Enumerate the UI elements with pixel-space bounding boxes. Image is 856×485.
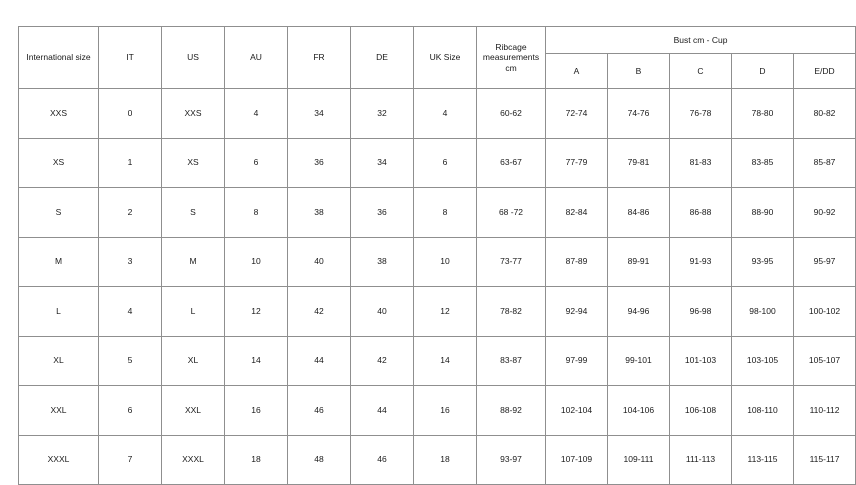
cell-bust-b: 79-81 <box>608 138 670 188</box>
cell-au: 10 <box>225 237 288 287</box>
cell-bust-a: 87-89 <box>546 237 608 287</box>
table-row <box>19 89 856 139</box>
table-row <box>19 287 856 337</box>
cell-uk: 8 <box>414 188 477 238</box>
cell-ribcage: 63-67 <box>477 138 546 188</box>
cell-fr: 46 <box>288 386 351 436</box>
cell-uk: 16 <box>414 386 477 436</box>
cell-de: 36 <box>351 188 414 238</box>
cell-fr: 36 <box>288 138 351 188</box>
cell-bust-b: 74-76 <box>608 89 670 139</box>
table-body <box>19 89 856 485</box>
cell-it: 7 <box>99 435 162 485</box>
cell-us: XXL <box>162 386 225 436</box>
cell-au: 16 <box>225 386 288 436</box>
cell-international-size: S <box>19 188 99 238</box>
cell-it: 4 <box>99 287 162 337</box>
cell-uk: 6 <box>414 138 477 188</box>
cell-bust-edd: 100-102 <box>794 287 856 337</box>
cell-ribcage: 68 -72 <box>477 188 546 238</box>
cell-us: XS <box>162 138 225 188</box>
cell-uk: 12 <box>414 287 477 337</box>
cell-ribcage: 73-77 <box>477 237 546 287</box>
header-international-size: International size <box>19 27 99 89</box>
header-uk-size: UK Size <box>414 27 477 89</box>
cell-fr: 34 <box>288 89 351 139</box>
cell-bust-c: 111-113 <box>670 435 732 485</box>
cell-au: 4 <box>225 89 288 139</box>
cell-bust-a: 72-74 <box>546 89 608 139</box>
cell-us: M <box>162 237 225 287</box>
cell-bust-edd: 110-112 <box>794 386 856 436</box>
cell-international-size: XL <box>19 336 99 386</box>
cell-bust-a: 97-99 <box>546 336 608 386</box>
cell-fr: 44 <box>288 336 351 386</box>
cell-bust-d: 113-115 <box>732 435 794 485</box>
cell-bust-edd: 115-117 <box>794 435 856 485</box>
cell-de: 32 <box>351 89 414 139</box>
cell-bust-a: 102-104 <box>546 386 608 436</box>
header-us: US <box>162 27 225 89</box>
table-row <box>19 188 856 238</box>
cell-ribcage: 78-82 <box>477 287 546 337</box>
cell-bust-edd: 105-107 <box>794 336 856 386</box>
cell-international-size: XS <box>19 138 99 188</box>
cell-international-size: XXS <box>19 89 99 139</box>
cell-it: 3 <box>99 237 162 287</box>
cell-au: 6 <box>225 138 288 188</box>
cell-bust-d: 88-90 <box>732 188 794 238</box>
header-cup-d: D <box>732 54 794 89</box>
cell-bust-c: 91-93 <box>670 237 732 287</box>
header-cup-a: A <box>546 54 608 89</box>
cell-us: L <box>162 287 225 337</box>
table-head <box>19 27 856 89</box>
cell-it: 1 <box>99 138 162 188</box>
cell-bust-edd: 95-97 <box>794 237 856 287</box>
cell-bust-b: 89-91 <box>608 237 670 287</box>
cell-bust-edd: 85-87 <box>794 138 856 188</box>
cell-ribcage: 93-97 <box>477 435 546 485</box>
cell-it: 0 <box>99 89 162 139</box>
cell-bust-a: 77-79 <box>546 138 608 188</box>
cell-bust-edd: 90-92 <box>794 188 856 238</box>
cell-fr: 42 <box>288 287 351 337</box>
cell-au: 18 <box>225 435 288 485</box>
header-ribcage-measurements: Ribcage measurements cm <box>477 27 546 89</box>
cell-bust-b: 104-106 <box>608 386 670 436</box>
cell-us: XL <box>162 336 225 386</box>
cell-bust-c: 76-78 <box>670 89 732 139</box>
cell-uk: 4 <box>414 89 477 139</box>
cell-fr: 38 <box>288 188 351 238</box>
cell-international-size: M <box>19 237 99 287</box>
cell-bust-edd: 80-82 <box>794 89 856 139</box>
cell-us: S <box>162 188 225 238</box>
header-de: DE <box>351 27 414 89</box>
cell-bust-a: 82-84 <box>546 188 608 238</box>
cell-it: 6 <box>99 386 162 436</box>
cell-de: 44 <box>351 386 414 436</box>
cell-fr: 40 <box>288 237 351 287</box>
cell-de: 42 <box>351 336 414 386</box>
cell-bust-c: 86-88 <box>670 188 732 238</box>
cell-de: 40 <box>351 287 414 337</box>
header-bust-cup-group: Bust cm - Cup <box>546 27 856 54</box>
table-row <box>19 138 856 188</box>
header-cup-edd: E/DD <box>794 54 856 89</box>
header-fr: FR <box>288 27 351 89</box>
cell-bust-d: 93-95 <box>732 237 794 287</box>
cell-bust-b: 109-111 <box>608 435 670 485</box>
cell-au: 8 <box>225 188 288 238</box>
cell-it: 5 <box>99 336 162 386</box>
cell-bust-d: 83-85 <box>732 138 794 188</box>
cell-bust-b: 94-96 <box>608 287 670 337</box>
cell-au: 12 <box>225 287 288 337</box>
table-row <box>19 435 856 485</box>
cell-bust-c: 106-108 <box>670 386 732 436</box>
cell-uk: 10 <box>414 237 477 287</box>
cell-uk: 14 <box>414 336 477 386</box>
cell-au: 14 <box>225 336 288 386</box>
header-cup-c: C <box>670 54 732 89</box>
cell-de: 38 <box>351 237 414 287</box>
table-row <box>19 336 856 386</box>
cell-ribcage: 60-62 <box>477 89 546 139</box>
cell-ribcage: 83-87 <box>477 336 546 386</box>
table-row <box>19 237 856 287</box>
cell-uk: 18 <box>414 435 477 485</box>
cell-it: 2 <box>99 188 162 238</box>
cell-bust-c: 101-103 <box>670 336 732 386</box>
cell-international-size: L <box>19 287 99 337</box>
cell-de: 46 <box>351 435 414 485</box>
cell-us: XXS <box>162 89 225 139</box>
cell-bust-a: 92-94 <box>546 287 608 337</box>
header-cup-b: B <box>608 54 670 89</box>
cell-bust-d: 78-80 <box>732 89 794 139</box>
cell-bust-d: 108-110 <box>732 386 794 436</box>
cell-bust-d: 98-100 <box>732 287 794 337</box>
cell-international-size: XXXL <box>19 435 99 485</box>
cell-bust-c: 81-83 <box>670 138 732 188</box>
cell-bust-d: 103-105 <box>732 336 794 386</box>
cell-bust-c: 96-98 <box>670 287 732 337</box>
size-conversion-table <box>18 26 856 485</box>
header-row-main <box>19 27 856 54</box>
cell-ribcage: 88-92 <box>477 386 546 436</box>
header-it: IT <box>99 27 162 89</box>
cell-fr: 48 <box>288 435 351 485</box>
table-row <box>19 386 856 436</box>
cell-bust-b: 84-86 <box>608 188 670 238</box>
cell-international-size: XXL <box>19 386 99 436</box>
header-au: AU <box>225 27 288 89</box>
cell-bust-b: 99-101 <box>608 336 670 386</box>
cell-de: 34 <box>351 138 414 188</box>
cell-us: XXXL <box>162 435 225 485</box>
cell-bust-a: 107-109 <box>546 435 608 485</box>
